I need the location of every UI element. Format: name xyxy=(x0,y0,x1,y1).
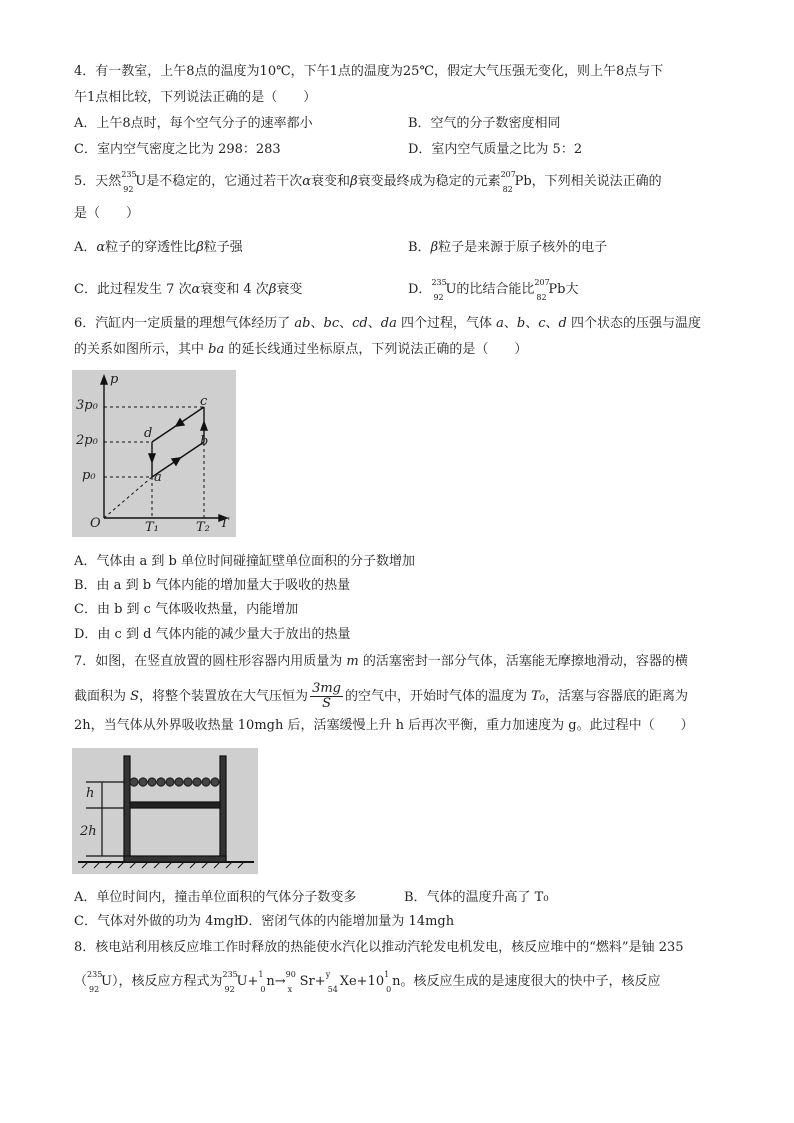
q5-stem-line2: 是（ ） xyxy=(74,206,140,221)
q7-option-b: B．气体的温度升高了 T₀ xyxy=(404,890,549,905)
tick-T1: T₁ xyxy=(145,520,159,535)
tick-p0: p₀ xyxy=(82,468,96,483)
q7-stem-line1: 7．如图，在竖直放置的圆柱形容器内用质量为 m 的活塞密封一部分气体，活塞能无摩擦地滑动，容器的横 xyxy=(74,654,688,669)
tick-2p0: 2p₀ xyxy=(76,433,98,448)
tick-3p0: 3p₀ xyxy=(76,398,98,413)
q4-stem-line1: 4．有一教室，上午8点的温度为10℃，下午1点的温度为25℃，假定大气压强无变化，则上午8点与下 xyxy=(74,64,664,79)
q5-option-c: C．此过程发生 7 次α衰变和 4 次β衰变 xyxy=(74,282,303,297)
q7-container-figure xyxy=(72,748,258,874)
point-c-label: c xyxy=(200,394,208,409)
h-label: h xyxy=(86,786,95,801)
q5-option-a: A．α粒子的穿透性比β粒子强 xyxy=(74,240,243,255)
2h-label: 2h xyxy=(80,824,97,839)
lead-nuclide: 207 82 Pb xyxy=(500,170,532,194)
q4-option-c: C．室内空气密度之比为 298：283 xyxy=(74,142,281,157)
q5-option-d: D． 235 92 U的比结合能比 207 82 Pb大 xyxy=(408,278,579,302)
q6-option-c: C．由 b 到 c 气体吸收热量，内能增加 xyxy=(74,602,299,617)
q6-stem-line1: 6．汽缸内一定质量的理想气体经历了 ab、bc、cd、da 四个过程，气体 a、b、c、d 四个状态的压强与温度 xyxy=(74,316,701,331)
q8-stem-line2: （ 235 92 U），核反应方程式为 235 92 U+ 1 0 n→ 90 x Sr+ y 54 Xe+10 1 0 n。核反应生成的是速度很大的快中子，核反应 xyxy=(74,970,661,994)
q6-option-b: B．由 a 到 b 气体内能的增加量大于吸收的热量 xyxy=(74,578,351,593)
origin-label: O xyxy=(90,516,101,531)
q7-option-d: D．密闭气体的内能增加量为 14mgh xyxy=(238,914,455,929)
q4-stem-line2: 午1点相比较，下列说法正确的是（ ） xyxy=(74,90,317,105)
point-b-label: b xyxy=(200,434,209,449)
q7-option-a: A．单位时间内，撞击单位面积的气体分子数变多 xyxy=(74,890,357,905)
q4-option-a: A．上午8点时，每个空气分子的速率都小 xyxy=(74,116,313,131)
q6-option-a: A．气体由 a 到 b 单位时间碰撞缸壁单位面积的分子数增加 xyxy=(74,554,415,569)
q6-pT-graph xyxy=(72,370,236,537)
q7-stem-line3: 2h，当气体从外界吸收热量 10mgh 后，活塞缓慢上升 h 后再次平衡，重力加速度为 g。此过程中（ ） xyxy=(74,718,694,733)
q6-stem-line2: 的关系如图所示，其中 ba 的延长线通过坐标原点，下列说法正确的是（ ） xyxy=(74,342,528,357)
tick-T2: T₂ xyxy=(196,520,210,535)
q7-option-c: C．气体对外做的功为 4mgh xyxy=(74,914,243,929)
q4-option-d: D．室内空气质量之比为 5：2 xyxy=(408,142,583,157)
p-axis-label: p xyxy=(110,372,119,387)
q4-option-b: B．空气的分子数密度相同 xyxy=(408,116,561,131)
q6-option-d: D．由 c 到 d 气体内能的减少量大于放出的热量 xyxy=(74,627,351,642)
q8-stem-line1: 8．核电站利用核反应堆工作时释放的热能使水汽化以推动汽轮发电机发电，核反应堆中的“燃料”是铀 235 xyxy=(74,940,684,955)
q5-option-b: B．β粒子是来源于原子核外的电子 xyxy=(408,240,608,255)
point-d-label: d xyxy=(144,426,153,441)
point-a-label: a xyxy=(154,470,162,485)
uranium-nuclide: 235 92 U xyxy=(121,170,147,194)
pressure-fraction: $\frac{3mg}{S}$ xyxy=(312,681,341,711)
q7-stem-line2: 截面积为 S，将整个装置放在大气压恒为 $\frac{3mg}{S}$ 的空气中，开始时气体的温度为 T₀，活塞与容器底的距离为 xyxy=(74,681,689,711)
T-axis-label: T xyxy=(220,516,229,531)
q5-stem-line1: 5．天然 235 92 U是不稳定的，它通过若干次α衰变和β衰变最终成为稳定的元素 207 82 Pb，下列相关说法正确的 xyxy=(74,170,662,194)
